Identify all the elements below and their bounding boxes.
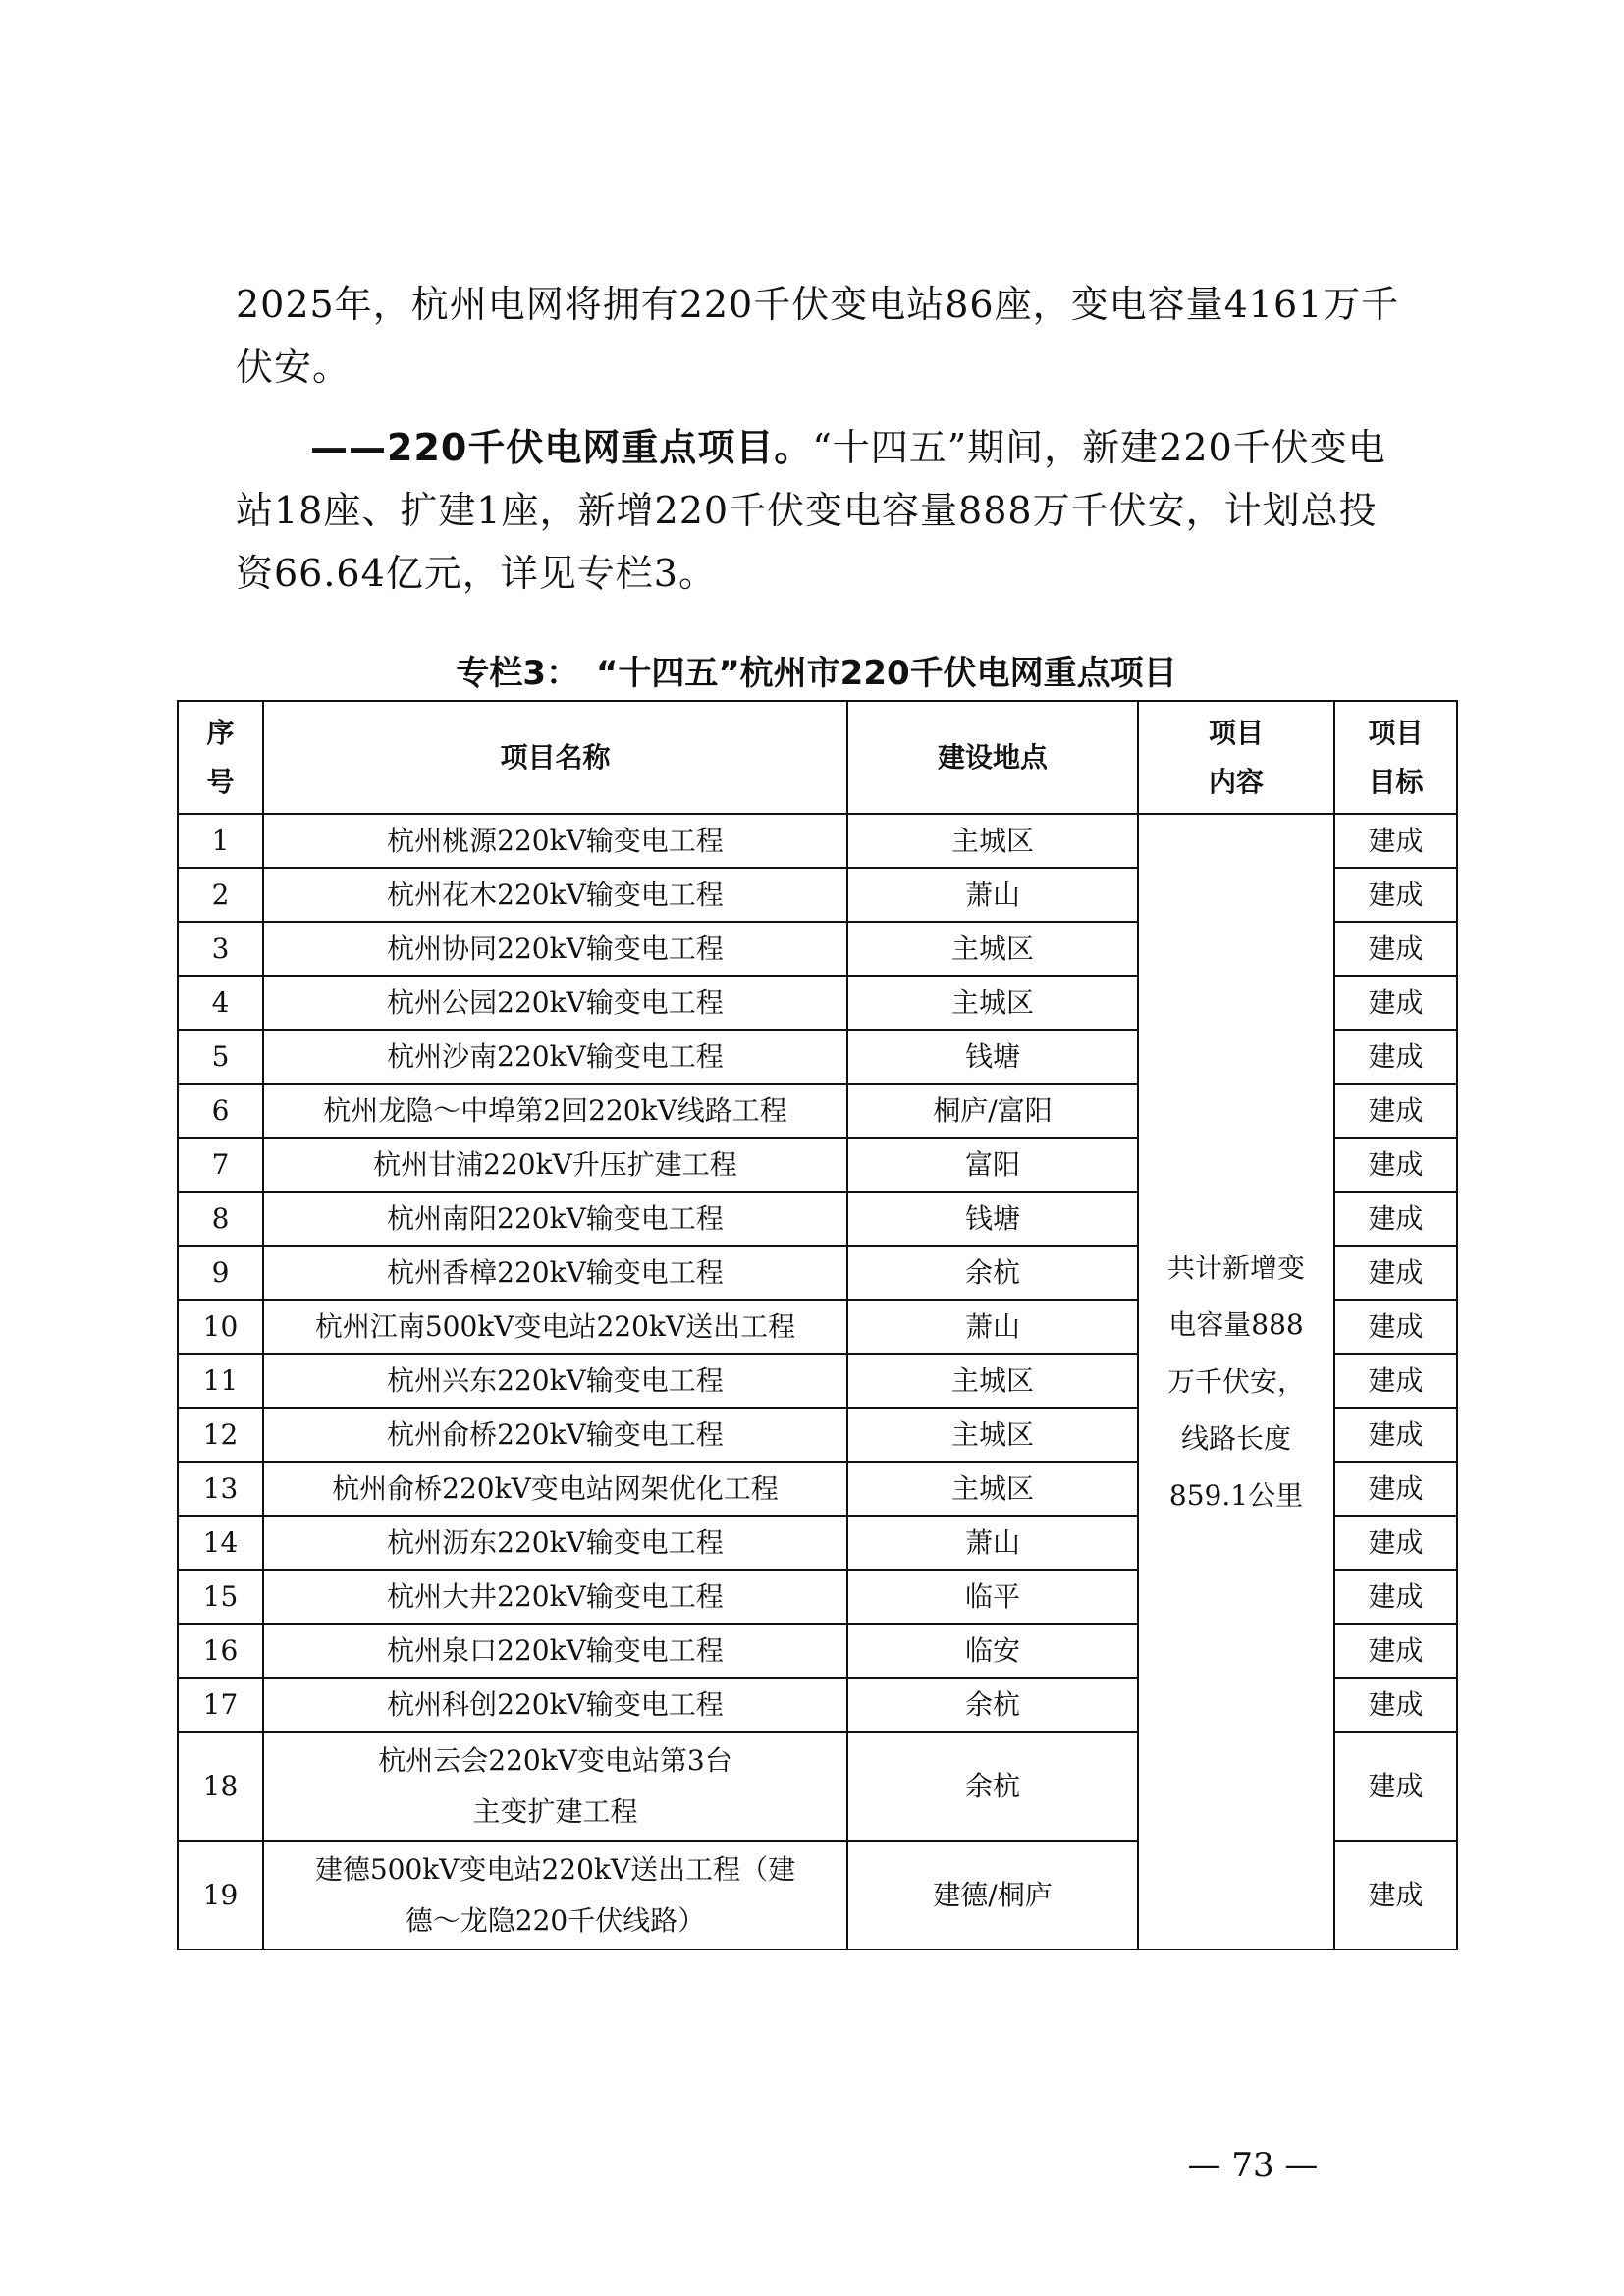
- project-location: 建德/桐庐: [847, 1841, 1138, 1949]
- project-location: 余杭: [847, 1246, 1138, 1300]
- row-number: 13: [178, 1462, 263, 1516]
- project-target: 建成: [1334, 1624, 1457, 1678]
- key-projects-heading: ——220千伏电网重点项目。: [310, 426, 813, 469]
- header-location: 建设地点: [847, 701, 1138, 814]
- project-target: 建成: [1334, 1678, 1457, 1732]
- project-location: 萧山: [847, 1300, 1138, 1354]
- project-target: 建成: [1334, 814, 1457, 868]
- row-number: 3: [178, 922, 263, 976]
- row-number: 14: [178, 1516, 263, 1570]
- table-header-row: [178, 701, 1457, 814]
- row-number: 17: [178, 1678, 263, 1732]
- project-name: [263, 1354, 847, 1408]
- project-location: 临安: [847, 1624, 1138, 1678]
- project-name: [263, 1462, 847, 1516]
- project-name: [263, 1570, 847, 1624]
- project-target: 建成: [1334, 1354, 1457, 1408]
- key-projects-text: “十四五”期间，新建220千伏变电站18座、扩建1座，新增220千伏变电容量888万千伏安，计划总投资66.64亿元，详见专栏3。: [236, 426, 1386, 595]
- projects-table: [177, 700, 1458, 1950]
- project-name-line: 杭州南阳220kV输变电工程: [387, 1201, 724, 1235]
- project-name: [263, 814, 847, 868]
- project-name: [263, 868, 847, 922]
- project-name: [263, 1678, 847, 1732]
- project-location: 主城区: [847, 922, 1138, 976]
- project-target: 建成: [1334, 1246, 1457, 1300]
- project-target: 建成: [1334, 1300, 1457, 1354]
- project-target: 建成: [1334, 1084, 1457, 1138]
- header-content: 项目 内容: [1138, 701, 1334, 814]
- project-target: 建成: [1334, 1732, 1457, 1841]
- project-target: 建成: [1334, 1516, 1457, 1570]
- table-row: [178, 814, 1457, 868]
- project-content-merged: [1138, 814, 1334, 1949]
- project-name: [263, 1624, 847, 1678]
- project-target: 建成: [1334, 1408, 1457, 1462]
- project-location: 余杭: [847, 1732, 1138, 1841]
- project-name: [263, 1030, 847, 1084]
- key-projects-paragraph: [236, 416, 1404, 605]
- project-target: 建成: [1334, 1462, 1457, 1516]
- project-name-line: 主变扩建工程: [472, 1794, 638, 1828]
- project-location: 余杭: [847, 1678, 1138, 1732]
- row-number: 2: [178, 868, 263, 922]
- page-number: — 73 —: [1187, 2146, 1319, 2185]
- project-name-line: 杭州龙隐～中埠第2回220kV线路工程: [323, 1094, 787, 1127]
- project-name: [263, 1841, 847, 1949]
- row-number: 10: [178, 1300, 263, 1354]
- project-name: [263, 1246, 847, 1300]
- project-target: 建成: [1334, 1570, 1457, 1624]
- row-number: 19: [178, 1841, 263, 1949]
- project-target: 建成: [1334, 1192, 1457, 1246]
- project-name-line: 杭州泉口220kV输变电工程: [387, 1633, 724, 1667]
- project-location: 钱塘: [847, 1192, 1138, 1246]
- row-number: 6: [178, 1084, 263, 1138]
- project-name: [263, 1516, 847, 1570]
- project-location: 桐庐/富阳: [847, 1084, 1138, 1138]
- project-location: 萧山: [847, 868, 1138, 922]
- row-number: 8: [178, 1192, 263, 1246]
- project-name-line: 杭州大井220kV输变电工程: [387, 1579, 724, 1613]
- project-name: [263, 1084, 847, 1138]
- row-number: 5: [178, 1030, 263, 1084]
- project-location: 主城区: [847, 1462, 1138, 1516]
- project-location: 主城区: [847, 814, 1138, 868]
- project-content-line: 万千伏安，: [1166, 1364, 1305, 1398]
- project-content-line: 线路长度: [1180, 1421, 1291, 1455]
- project-name: [263, 922, 847, 976]
- project-target: 建成: [1334, 868, 1457, 922]
- row-number: 12: [178, 1408, 263, 1462]
- intro-paragraph: 2025年，杭州电网将拥有220千伏变电站86座，变电容量4161万千伏安。: [236, 283, 1400, 389]
- project-name-line: 德～龙隐220千伏线路）: [405, 1903, 706, 1937]
- project-name-line: 杭州花木220kV输变电工程: [387, 878, 724, 911]
- project-name: [263, 976, 847, 1030]
- project-name-line: 杭州俞桥220kV变电站网架优化工程: [332, 1471, 779, 1505]
- project-name-line: 杭州桃源220kV输变电工程: [387, 824, 724, 857]
- row-number: 15: [178, 1570, 263, 1624]
- project-location: 临平: [847, 1570, 1138, 1624]
- project-name: [263, 1408, 847, 1462]
- row-number: 4: [178, 976, 263, 1030]
- project-name-line: 杭州沙南220kV输变电工程: [387, 1040, 724, 1073]
- project-name-line: 杭州甘浦220kV升压扩建工程: [373, 1148, 737, 1181]
- project-target: 建成: [1334, 1030, 1457, 1084]
- project-target: 建成: [1334, 922, 1457, 976]
- row-number: 7: [178, 1138, 263, 1192]
- project-name-line: 杭州俞桥220kV输变电工程: [387, 1417, 724, 1451]
- header-name: 项目名称: [263, 701, 847, 814]
- project-name-line: 杭州兴东220kV输变电工程: [387, 1363, 724, 1397]
- project-name: [263, 1138, 847, 1192]
- project-name-line: 杭州香樟220kV输变电工程: [387, 1255, 724, 1289]
- project-location: 钱塘: [847, 1030, 1138, 1084]
- project-target: 建成: [1334, 976, 1457, 1030]
- project-location: 萧山: [847, 1516, 1138, 1570]
- project-name-line: 杭州科创220kV输变电工程: [387, 1687, 724, 1721]
- project-content-line: 电容量888: [1168, 1308, 1304, 1341]
- project-name-line: 杭州江南500kV变电站220kV送出工程: [314, 1309, 796, 1343]
- project-name: [263, 1732, 847, 1841]
- project-location: 富阳: [847, 1138, 1138, 1192]
- project-location: 主城区: [847, 976, 1138, 1030]
- project-name: [263, 1192, 847, 1246]
- row-number: 9: [178, 1246, 263, 1300]
- project-name: [263, 1300, 847, 1354]
- table-title: 专栏3： “十四五”杭州市220千伏电网重点项目: [456, 654, 1177, 693]
- header-seq: 序 号: [178, 701, 263, 814]
- project-name-line: 杭州云会220kV变电站第3台: [378, 1743, 732, 1777]
- row-number: 18: [178, 1732, 263, 1841]
- project-name-line: 杭州公园220kV输变电工程: [387, 986, 724, 1019]
- project-location: 主城区: [847, 1408, 1138, 1462]
- row-number: 16: [178, 1624, 263, 1678]
- project-target: 建成: [1334, 1841, 1457, 1949]
- row-number: 11: [178, 1354, 263, 1408]
- header-target: 项目 目标: [1334, 701, 1457, 814]
- project-name-line: 杭州沥东220kV输变电工程: [387, 1525, 724, 1559]
- project-name-line: 杭州协同220kV输变电工程: [387, 932, 724, 965]
- row-number: 1: [178, 814, 263, 868]
- project-location: 主城区: [847, 1354, 1138, 1408]
- project-name-line: 建德500kV变电站220kV送出工程（建: [314, 1852, 796, 1886]
- project-target: 建成: [1334, 1138, 1457, 1192]
- project-content-line: 859.1公里: [1168, 1478, 1304, 1512]
- project-content-line: 共计新增变: [1166, 1251, 1305, 1284]
